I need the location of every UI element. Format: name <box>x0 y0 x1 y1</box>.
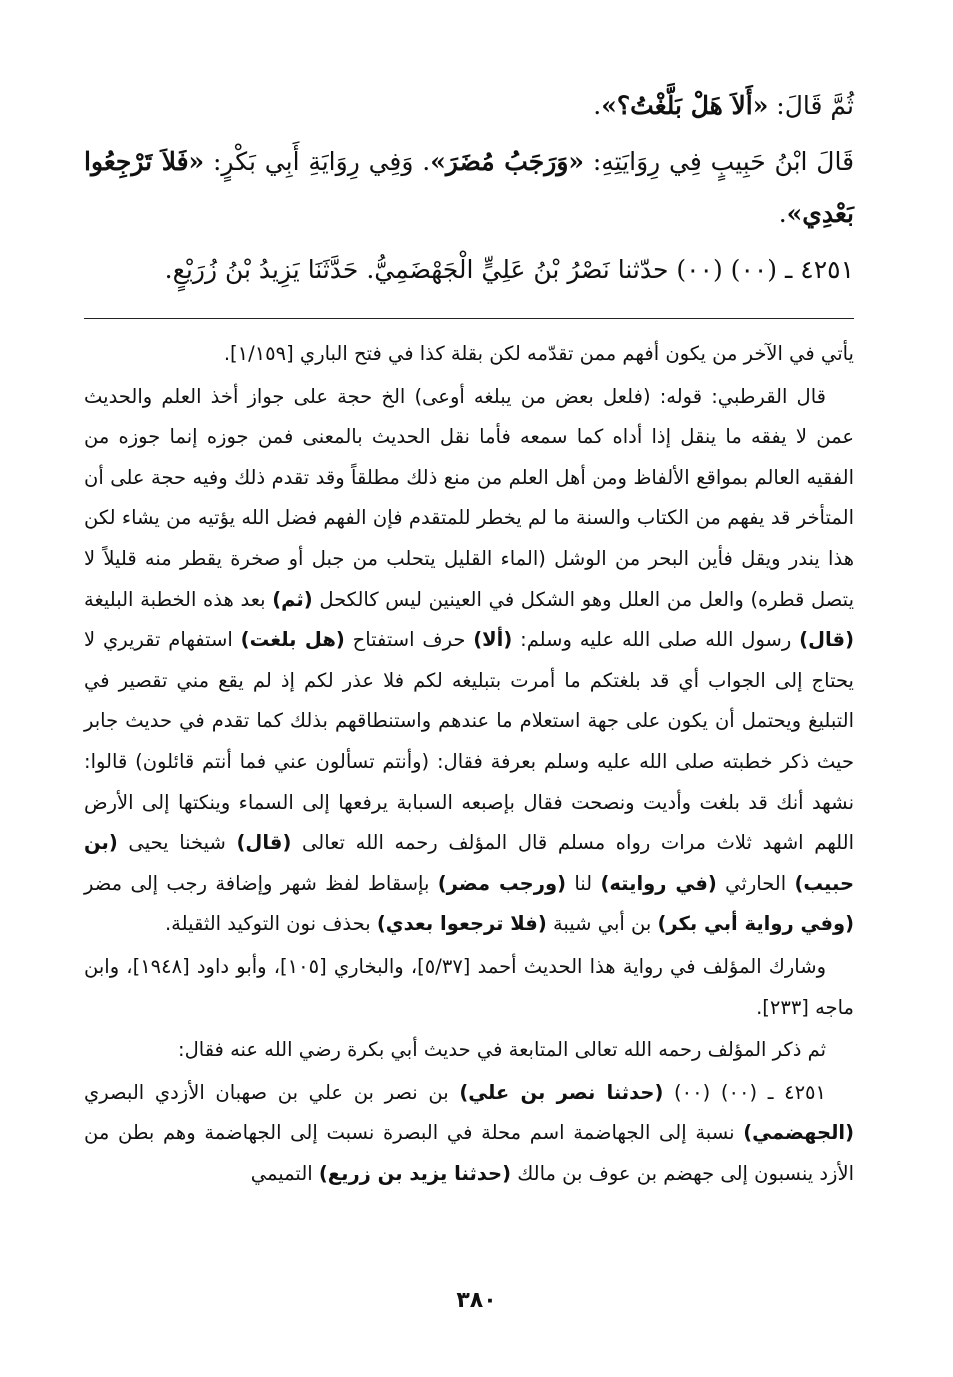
commentary-text: ٤٢٥١ ـ (٠٠) (٠٠) <box>663 1080 826 1104</box>
commentary-bold: (الجهضمي) <box>743 1121 854 1145</box>
hadith-line-2 <box>84 136 854 240</box>
page-number: ٣٨٠ <box>456 1288 497 1313</box>
commentary-text: بحذف نون التوكيد الثقيلة. <box>164 912 377 936</box>
commentary-paragraph <box>84 1073 854 1195</box>
commentary-text: بعد هذه الخطبة البليغة <box>84 587 273 611</box>
commentary-paragraph <box>84 377 854 945</box>
hadith-text-span: . وَفِي رِوَايَةِ أَبِي بَكْرٍ: <box>204 147 431 176</box>
commentary-paragraph: ثم ذكر المؤلف رحمه الله تعالى المتابعة في حديث أبي بكرة رضي الله عنه فقال: <box>178 1038 826 1062</box>
commentary-text: لنا <box>565 871 601 895</box>
commentary-paragraph: يأتي في الآخر من يكون أفهم ممن تقدّمه لكن بقلة كذا في فتح الباري [١/١٥٩]. <box>223 342 854 365</box>
hadith-text-span: . <box>778 199 787 228</box>
hadith-quote: «فَلاَ تَرْجِعُوا بَعْدِي» <box>84 147 854 228</box>
commentary-text: رسول الله صلى الله عليه وسلم: <box>512 628 800 652</box>
commentary-bold: (فلا ترجعوا بعدي) <box>376 912 547 936</box>
commentary-text: استفهام تقريري لا يحتاج إلى الجواب أي قد بلغتكم ما أمرت بتبليغه لكم فلا عذر لكم إذ لم يقع مني تقصير في التبليغ ويحتمل أن يكون على جهة استعلام ما عندهم واستنطاقهم بذلك كما تقدم في حديث جابر حيث ذكر خطبته صلى الله عليه وسلم بعرفة فقال: (وأنتم تسألون عني فما أنتم قائلون) قالوا: نشهد أنك قد بلغت وأديت ونصحت فقال بإصبعه السبابة يرفعها إلى السماء وينكتها إلى الأرض اللهم اشهد ثلاث مرات رواه مسلم قال المؤلف رحمه الله تعالى <box>84 628 854 855</box>
hadith-text-span: ثُمَّ قَالَ: <box>768 91 854 120</box>
hadith-quote: «أَلاَ هَلْ بَلَّغْتُ؟» <box>601 91 769 120</box>
hadith-quote: «وَرَجَبُ مُضَرَ» <box>430 147 585 176</box>
commentary-text: الحارثي <box>716 871 795 895</box>
hadith-line-1 <box>84 80 854 132</box>
commentary-text: نسبة إلى الجهاضمة اسم محلة في البصرة نسبت إلى الجهاضمة وهم بطن من الأزد ينسبون إلى جهضم بن عوف بن مالك <box>84 1121 854 1185</box>
commentary-text: شيخنا يحيى <box>117 831 237 855</box>
commentary-bold: (قال) <box>236 831 292 855</box>
commentary-bold: (ألا) <box>473 628 513 652</box>
commentary-bold: (وفي رواية أبي بكر) <box>657 912 854 936</box>
commentary-paragraph: وشارك المؤلف في رواية هذا الحديث أحمد [٥/٣٧]، والبخاري [١٠٥]، وأبو داود [١٩٤٨]، وابن ماجه [٢٣٣]. <box>84 954 854 1019</box>
commentary-text: قال القرطبي: قوله: (فلعل بعض من يبلغه أوعى) الخ حجة على جواز أخذ العلم والحديث عمن لا يفقه ما ينقل إذا أداه كما سمعه فأما نقل الحديث بالمعنى فمن جوزه إنما جوزه من الفقيه العالم بمواقع الألفاظ ومن أهل العلم من منع ذلك مطلقاً وقد تقدم ذلك وفيه حجة على أن المتأخر قد يفهم من الكتاب والسنة ما لم يخطر للمتقدم فإن الفهم فضل الله يؤتيه من يشاء لكن هذا يندر ويقل فأين البحر من الوشل (الماء القليل يتحلب من جبل أو صخرة يقطر منه قليلاً لا يتصل قطره) والعل من العلل وهو الشكل في العينين ليس كالكحل <box>84 384 854 611</box>
commentary-text: بن أبي شيبة <box>546 912 658 936</box>
commentary-bold: (ثم) <box>272 587 313 611</box>
commentary-bold: (في روايته) <box>600 871 717 895</box>
commentary-text: بن نصر بن علي بن صهبان الأزدي البصري <box>84 1080 460 1104</box>
hadith-line-3: ٤٢٥١ ـ (٠٠) (٠٠) حدّثنا نَصْرُ بْنُ عَلِيٍّ الْجَهْضَمِيُّ. حَدَّثَنَا يَزِيدُ بْنُ زُرَيْعٍ. <box>164 255 854 284</box>
commentary-text: التميمي <box>250 1161 319 1185</box>
commentary-text: حرف استفتاح <box>344 628 474 652</box>
commentary-bold: (ورجب مضر) <box>437 871 566 895</box>
commentary-text: بإسقاط لفظ شهر وإضافة رجب إلى مضر <box>84 871 438 895</box>
hadith-text-span: قَالَ ابْنُ حَبِيبٍ فِي رِوَايَتِهِ: <box>584 147 855 176</box>
footnote-separator <box>84 318 854 319</box>
commentary-bold: (حدثنا نصر بن علي) <box>459 1080 664 1104</box>
commentary-bold: (قال) <box>799 628 854 652</box>
commentary-bold: (هل بلغت) <box>240 628 345 652</box>
hadith-text-span: . <box>593 91 602 120</box>
commentary <box>84 334 854 1196</box>
commentary-bold: (بن حبيب) <box>84 831 855 895</box>
commentary-bold: (حدثنا يزيد بن زريع) <box>318 1161 512 1185</box>
hadith-text <box>84 80 854 300</box>
